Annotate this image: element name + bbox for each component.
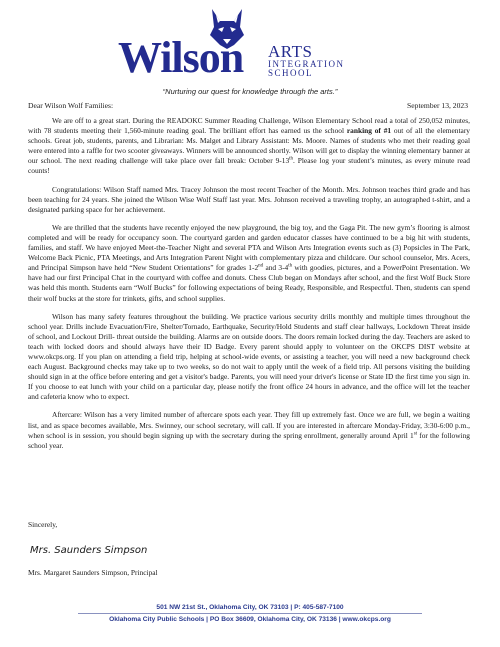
text-run: for the following school year. (28, 430, 470, 450)
text-run: We are thrilled that the students have recently enjoyed the new playground, the big toy, and the Gaga Pit. The new gym’s flooring is almost completed and will be ready for occupancy soon. The courtyard garden and garden educator classes have continued to be a big hit with students, families, and staff. We have enjoyed Meet-the-Teacher Night and several PTA and Wilson Arts Integration events such as (3) Popsicles in The Park, Welcome Back Picnic, PTA Meetings, and Arts Integration Parent Night with complementary pizza and childcare. Our school counselor, Mrs. Acers, and Principal Simpson have held “New Student Orientations” for grades 1-2 (28, 222, 470, 273)
paragraph-aftercare (28, 410, 470, 450)
paragraph-school-events (28, 223, 470, 304)
letter-date: September 13, 2023 (407, 101, 468, 110)
text-run: . Please log your student’s minutes, as every minute read counts! (28, 156, 470, 176)
school-logo-name: Wilson (118, 33, 244, 82)
letter-body (28, 116, 470, 459)
paragraph-teacher-of-month: Congratulations: Wilson Staff named Mrs. Tracey Johnson the most recent Teacher of the Month. Mrs. Johnson teaches third grade and has been teaching for 24 years. She joined the Wilson Wise Wolf Staff last year. Mrs. Johnson received a traveling trophy, an autographed t-shirt, and a designated parking space for her achievement. (28, 184, 470, 214)
ranking-highlight: ranking of #1 (346, 126, 392, 136)
paragraph-safety: Wilson has many safety features throughout the building. We practice various security drills monthly and multiple times throughout the school year. Drills include Evacuation/Fire, Shelter/Tornado, Earthquake, Security/Hold Students and staff clear hallways, Lockdown Threat inside of school, and Lockout Drill- threat outside the building. Alarms are on outside doors. The doors remain locked during the day. Teachers are asked to teach with locked doors and should always have their ID Badge. Every parent should apply to volunteer on the OKCPS DIST website at www.okcps.org. If you plan on attending a field trip, helping at school-wide events, or assisting a teacher, you will need a new background check each August. Background checks may take up to two weeks, so do not wait to apply until the week of a field trip. All persons visiting the building should sign in at the office before entering and get a visitor's badge. Parents, you will need your driver's license or State ID the first time you sign in. If you choose to eat lunch with your child on a particular day, please notify the front office 24 hours in advance, and the office will let the teacher and cafeteria know who to expect. (28, 311, 470, 402)
letterhead (0, 0, 500, 96)
school-logo-subtitle (268, 44, 345, 78)
greeting-row (28, 101, 468, 110)
closing: Sincerely, (28, 520, 58, 529)
superscript: th (289, 156, 294, 162)
superscript: th (288, 263, 293, 269)
superscript: st (413, 431, 418, 437)
logo-integration: INTEGRATION (268, 59, 345, 69)
text-run: Aftercare: Wilson has a very limited number of aftercare spots each year. They fill up extremely fast. Once we are full, we begin a waiting list, and as space becomes available, Mrs. Swinney, our school secretary, will call. If you are interested in aftercare Monday-Friday, 3:30-6:00 p.m., when school is in session, you should begin signing up with the secretary during the spring enrollment, generally around April 1 (28, 410, 470, 440)
paragraph-reading-challenge (28, 116, 470, 177)
signer-name: Mrs. Margaret Saunders Simpson, Principal (28, 568, 158, 577)
text-run: and 3-4 (263, 263, 289, 273)
text-run: with goodies, pictures, and a PowerPoint Presentation. We have had our first Principal Chat in the courtyard with coffee and donuts. Chess Club began on Mondays after school, and the first Wolf Buck Store was held this month. Students earn “Wolf Bucks” for following expectations of being Ready, Responsible, and Respectful. Then, students can spend their wolf bucks at the store for trinkets, gifts, and school supplies. (28, 263, 470, 303)
text-run: We are off to a great start. During the READOKC Summer Reading Challenge, Wilson Elementary School read a total of 250,052 minutes, with 78 students meeting their 1,560-minute reading goal. The brilliant effort has earned us the school (28, 116, 470, 136)
footer-address: 501 NW 21st St., Oklahoma City, OK 73103 | P: 405-587-7100 (156, 604, 344, 611)
logo-school: SCHOOL (268, 68, 314, 78)
superscript: nd (258, 263, 264, 269)
logo-arts: ARTS (268, 42, 313, 61)
handwritten-signature: Mrs. Saunders Simpson (30, 545, 148, 556)
tagline: “Nurturing our quest for knowledge through the arts.” (162, 87, 338, 96)
text-run: out of all the elementary schools. Great job, students, parents, and Librarian: Ms. Malget and Library Assistant: Ms. Moore. Names of students who met their reading goal were entered into a raffle for two scooter giveaways. Winners will be announced shortly. Wilson will get to display the winning elementary banner at our school. The next reading challenge will take place over fall break: October 9-13 (28, 126, 470, 166)
salutation: Dear Wilson Wolf Families: (28, 101, 114, 110)
footer-divider (78, 613, 422, 614)
footer-district: Oklahoma City Public Schools | PO Box 36609, Oklahoma City, OK 73136 | www.okcps.org (109, 616, 391, 623)
